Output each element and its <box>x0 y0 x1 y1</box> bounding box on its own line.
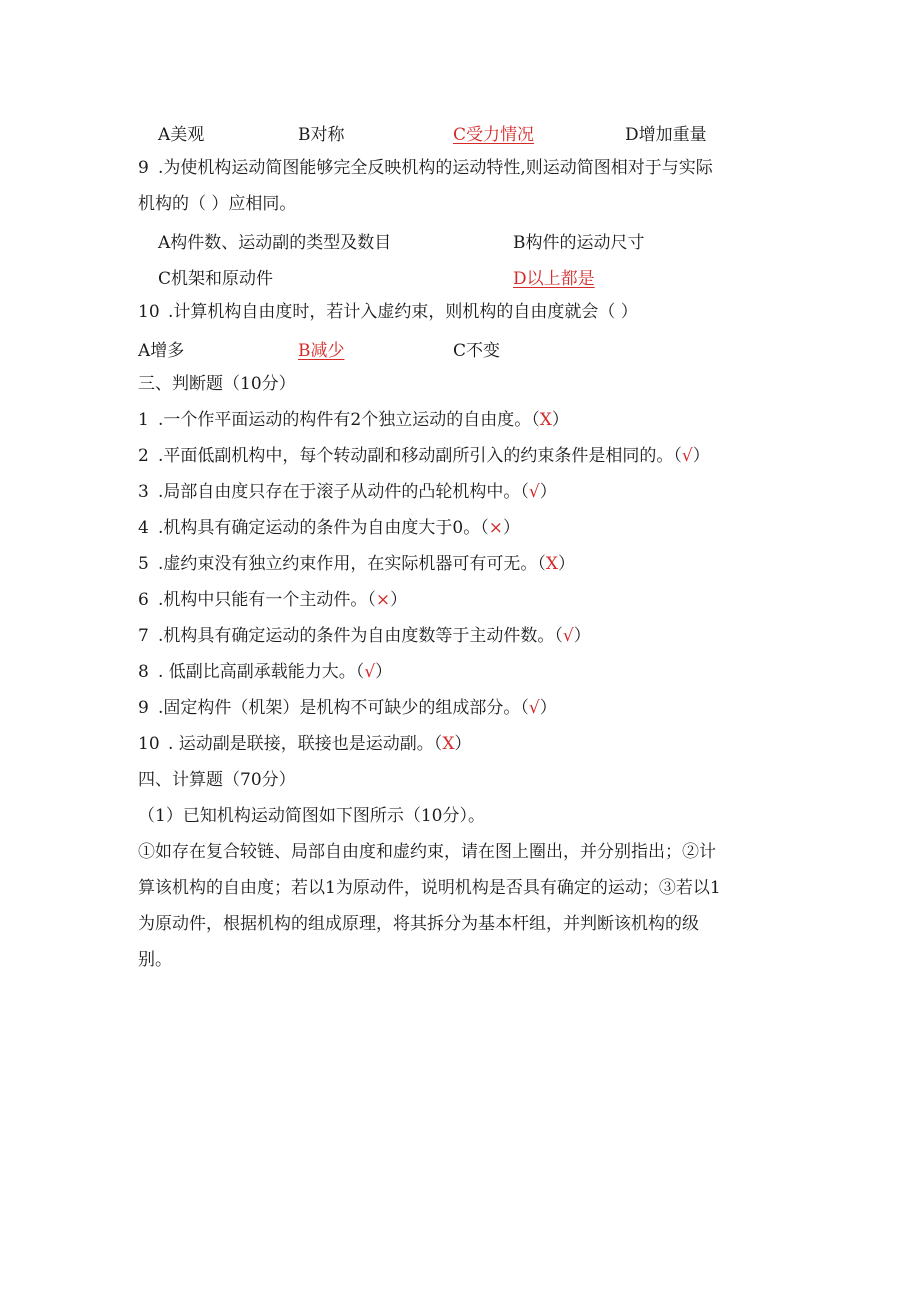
judge-mark: X <box>539 410 552 430</box>
judge-item <box>138 516 520 540</box>
q10-option-c: C不变 <box>453 341 501 361</box>
judge-mark: √ <box>562 626 574 646</box>
judge-close: ） <box>551 410 569 430</box>
judge-mark: X <box>442 734 455 754</box>
judge-item <box>138 552 575 576</box>
judge-mark: √ <box>681 446 693 466</box>
q9-text-1: .为使机构运动简图能够完全反映机构的运动特性,则运动简图相对于与实际 <box>158 158 713 178</box>
q8-option-c-answer: C受力情况 <box>453 125 535 145</box>
q10-stem <box>138 300 638 324</box>
judge-item <box>138 696 557 720</box>
judge-text: .固定构件（机架）是机构不可缺少的组成部分。（ <box>158 698 529 718</box>
judge-item <box>138 624 591 648</box>
judge-mark: √ <box>528 482 540 502</box>
judge-number: 1 <box>138 410 149 430</box>
judge-item <box>138 660 392 684</box>
judge-mark: × <box>375 590 391 610</box>
q8-option-b: B对称 <box>298 125 345 145</box>
q10-option-a: A增多 <box>138 341 185 361</box>
judge-mark: × <box>488 518 503 538</box>
judge-close: ） <box>454 734 472 754</box>
judge-close: ） <box>558 554 576 574</box>
judge-mark: √ <box>364 662 376 682</box>
q9-option-c: C机架和原动件 <box>158 269 274 289</box>
judge-text: .一个作平面运动的构件有2个独立运动的自由度。（ <box>158 410 540 430</box>
judge-number: 10 <box>138 734 160 754</box>
judge-close: ） <box>573 626 591 646</box>
q9-stem-line2: 机构的（ ）应相同。 <box>138 194 297 214</box>
judge-item <box>138 480 557 504</box>
judge-text: .机构具有确定运动的条件为自由度数等于主动件数。（ <box>158 626 563 646</box>
judge-mark: X <box>545 554 559 574</box>
judge-close: ） <box>390 590 408 610</box>
judge-number: 6 <box>138 590 149 610</box>
judge-item <box>138 732 471 756</box>
judge-number: 7 <box>138 626 149 646</box>
q9-stem-line1 <box>138 156 713 180</box>
judge-item <box>138 588 407 612</box>
judge-close: ） <box>375 662 393 682</box>
judge-close: ） <box>692 446 710 466</box>
section4-body-line: 算该机构的自由度；若以1为原动件，说明机构是否具有确定的运动；③若以1 <box>138 878 721 898</box>
section4-body-line: 别。 <box>138 950 172 970</box>
q10-option-b-answer: B减少 <box>298 341 345 361</box>
judge-text: .局部自由度只存在于滚子从动件的凸轮机构中。（ <box>158 482 529 502</box>
judge-item <box>138 408 569 432</box>
judge-number: 9 <box>138 698 149 718</box>
q9-option-d-answer: D以上都是 <box>513 269 595 289</box>
judge-text: .虚约束没有独立约束作用，在实际机器可有可无。（ <box>158 554 546 574</box>
section3-title: 三、判断题（10分） <box>138 374 296 394</box>
judge-close: ） <box>539 482 557 502</box>
q9-option-b: B构件的运动尺寸 <box>513 233 645 253</box>
judge-text: .机构具有确定运动的条件为自由度大于0。（ <box>158 518 489 538</box>
judge-number: 2 <box>138 446 149 466</box>
judge-text: . 低副比高副承载能力大。（ <box>158 662 365 682</box>
judge-text: . 运动副是联接，联接也是运动副。（ <box>168 734 443 754</box>
section4-title: 四、计算题（70分） <box>138 770 296 790</box>
judge-close: ） <box>502 518 520 538</box>
judge-mark: √ <box>528 698 540 718</box>
q10-text: .计算机构自由度时，若计入虚约束，则机构的自由度就会（ ） <box>168 302 638 322</box>
q10-number: 10 <box>138 302 160 322</box>
judge-text: .平面低副机构中，每个转动副和移动副所引入的约束条件是相同的。（ <box>158 446 682 466</box>
judge-number: 4 <box>138 518 149 538</box>
judge-number: 5 <box>138 554 149 574</box>
section4-body-line: 为原动件，根据机构的组成原理，将其拆分为基本杆组，并判断该机构的级 <box>138 914 699 934</box>
judge-close: ） <box>539 698 557 718</box>
judge-item <box>138 444 710 468</box>
q9-number: 9 <box>138 158 149 178</box>
judge-number: 3 <box>138 482 149 502</box>
q8-option-d: D增加重量 <box>625 125 707 145</box>
judge-number: 8 <box>138 662 149 682</box>
section4-body-line: ①如存在复合较链、局部自由度和虚约束，请在图上圈出，并分别指出；②计 <box>138 842 716 862</box>
q9-option-a: A构件数、运动副的类型及数目 <box>158 233 392 253</box>
judge-text: .机构中只能有一个主动件。（ <box>158 590 376 610</box>
q8-option-a: A美观 <box>158 125 205 145</box>
section4-question-1: （1）已知机构运动简图如下图所示（10分）。 <box>138 806 485 826</box>
